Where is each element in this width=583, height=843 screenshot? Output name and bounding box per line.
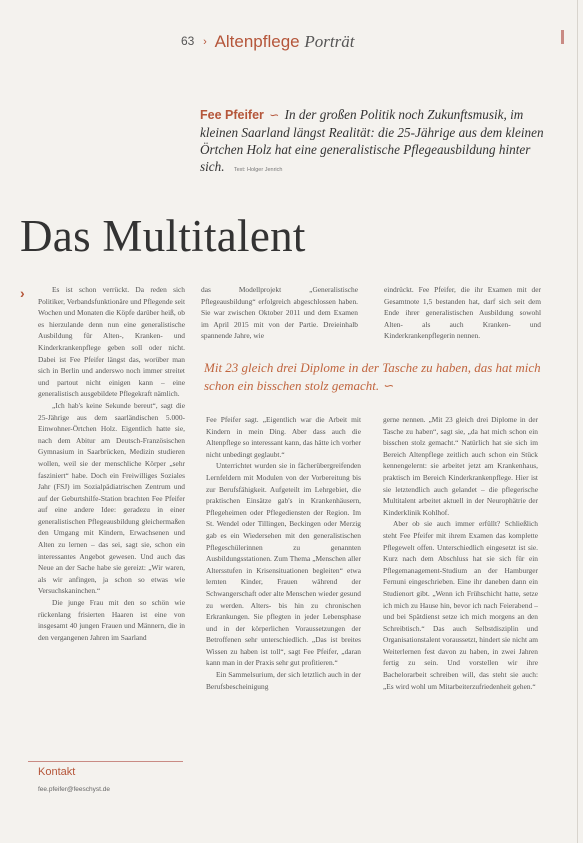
chevron-right-icon: › xyxy=(20,285,25,301)
paragraph: eindrückt. Fee Pfeifer, die ihr Examen mit der Gesamtnote 1,5 bestanden hat, darf sich seit dem Ende ihrer generalistischen Ausbildung sowohl Alten- als auch Kranken- und Kinderkrankenpflegerin nennen. xyxy=(384,285,541,340)
paragraph: Unterrichtet wurden sie in fächerübergreifenden Lernfeldern mit Modulen von der Vorbereitung bis zur Berufsfähigkeit. Aufgeteilt im Lehrgebiet, die praktischen Einsätze gab's in Krankenhäusern, Pflegeheimen oder Pflegediensten der Region. Im St. Wendel oder Tillingen, Beckingen oder Merzig gab es ein Wiedersehen mit den generalistischen Pflegeschülerinnen zu genannten Ausbildungsstationen. Zum Thema „Menschen aller Altersstufen in Krisensituationen begleiten“ etwa lernten Kinder, Frauen während der Schwangerschaft oder alte Menschen wieder gesund zu werden. Alters- bis hin zu chronischen Erkrankungen. Sie pflegten in jeder Lebensphase und in der körperlichen Voraussetzungen der Betroffenen sehr unterschiedlich. „Das ist breites Wissen zu haben ist toll“, sagt Fee Pfeifer, „daran kann man in der Praxis sehr gut profitieren.“ xyxy=(206,461,361,668)
paragraph: das Modellprojekt „Generalistische Pflegeausbildung“ erfolgreich abgeschlossen haben. Sie war zwischen Oktober 2011 und dem Examen im April 2015 mit von der Partie. Dreieinhalb spannende Jahre, wie xyxy=(201,285,358,340)
paragraph: „Ich hab's keine Sekunde bereut“, sagt die 25-Jährige aus dem saarländischen 5.000-Einwohner-Örtchen Holz. Eigentlich hatte sie, nach dem Abitur am Deutsch-Französischen Gymnasium in Saarbrücken, Medizin studieren wollen, weil sie der menschliche Körper „sehr fasziniert“ habe. Doch ein Freiwilliges Soziales Jahr (FSJ) im Sozialpädiatrischen Zentrum und auf der Geburtshilfe-Station brachten Fee Pfeifer auf eine andere Idee: geradezu in einer generalistischen Pflegeausbildung gleichermaßen den Umgang mit Kindern, Erwachsenen und Alten zu lernen – das sei, sagt sie, schon ein interessantes Angebot gewesen. Und auch das Neue an der Sache habe sie gereizt: „Wir waren, als wir anfingen, ja schon so etwas wie Versuchskaninchen.“ xyxy=(38,400,185,596)
pull-quote xyxy=(204,359,544,395)
paragraph: gerne nennen. „Mit 23 gleich drei Diplome in der Tasche zu haben“, sagt sie, „da hat mich schon ein bisschen stolz gemacht.“ Natürlich hat sie sich im Bereich Altenpflege zeitlich auch schon ein Stück kennengelernt: sie arbeitet jetzt am Krankenhaus, praktisch im Bereich Kinderkrankenpflege. Hier ist sie letztendlich auch gelandet – die pflegerische Multitalent arbeitet aktuell in der Neurophätrie der Kinderklinik Kohlhof. xyxy=(383,415,538,517)
section-title: Altenpflege xyxy=(214,32,300,51)
intro-name: Fee Pfeifer xyxy=(200,108,264,122)
column-4 xyxy=(206,414,361,797)
column-2 xyxy=(201,284,358,340)
section-subtitle: Porträt xyxy=(304,32,355,51)
swirl-ornament-icon: ∽ xyxy=(382,378,394,393)
paragraph: Ein Sammelsurium, der sich letztlich auch in der Berufsbescheinigung xyxy=(206,670,361,691)
page-marker xyxy=(561,30,564,44)
page-edge-line xyxy=(577,0,578,843)
column-3 xyxy=(384,284,541,340)
pull-quote-text: Mit 23 gleich drei Diplome in der Tasche zu haben, das hat mich schon ein bisschen stolz gemacht. xyxy=(204,360,541,393)
column-5 xyxy=(383,414,538,797)
paragraph: Es ist schon verrückt. Da reden sich Politiker, Verbandsfunktionäre und Pflegende seit Wochen und Monaten die Köpfe darüber heiß, ob es hierzulande denn nun eine generalistische Ausbildung für Alten-, Kranken- und Kinderkrankenpflege geben soll oder nicht. Dabei ist Fee Pfeifer längst das, worüber man sich in Berlin und anderswo noch immer streitet und partout nicht einigen kann – eine generalistisch ausgebildete Pflegekraft nämlich. xyxy=(38,285,185,399)
author-credit: Text: Holger Jenrich xyxy=(233,167,283,173)
article-title: Das Multitalent xyxy=(20,211,306,261)
paragraph: Aber ob sie auch immer erfüllt? Schließlich steht Fee Pfeifer mit ihrem Examen das komplette Pflegewelt offen. Unterschiedlich eingesetzt ist sie. Kurz nach dem Abschluss hat sie sich für ein Pflegemanagement-Studium an der Hamburger Fernuni eingeschrieben. Eine ihr daneben dann ein Studienort gibt. „Wenn ich Frühschicht hatte, setze ich mich zu Hause hin, bevor ich nach Feierabend – und bei Spätdienst setze ich mich morgens an den Schreibtisch.“ Das auch Selbstdisziplin und Organisationstalent voraussetzt, hindert sie nicht am Weiterlernen fest davon zu haben, in zwei Jahren fertig zu sein. Und vorstellen wir ihre Bachelorarbeit schreiben will, das steht sie auch: „Es wird wohl um Mitarbeiterzufriedenheit gehen.“ xyxy=(383,519,538,691)
contact-heading: Kontakt xyxy=(38,766,76,778)
paragraph: Die junge Frau mit den so schön wie rückenlang frisierten Haaren ist eine von insgesamt 40 jungen Frauen und Männern, die in den vergangenen Jahren im Saarland xyxy=(38,598,185,642)
intro-text: In der großen Politik noch Zukunftsmusik, im kleinen Saarland längst Realität: die 25-Jährige aus dem kleinen Örtchen Holz hat eine generalistische Pflegeausbildung hinter sich. xyxy=(200,107,544,174)
intro-teaser xyxy=(200,106,550,179)
contact-divider xyxy=(28,761,183,762)
paragraph: Fee Pfeifer sagt. „Eigentlich war die Arbeit mit Kindern in mein Ding. Aber dass auch die Altenpflege so interessant kann, das hätte ich vorher nicht unbedingt geglaubt.“ xyxy=(206,415,361,459)
page-number: 63 xyxy=(181,34,195,48)
column-1 xyxy=(38,284,185,754)
swirl-ornament-icon: ∽ xyxy=(269,108,280,122)
header-separator: › xyxy=(203,36,207,48)
page-header xyxy=(181,32,354,52)
contact-email-link[interactable]: fee.pfeifer@feeschyst.de xyxy=(38,786,110,793)
